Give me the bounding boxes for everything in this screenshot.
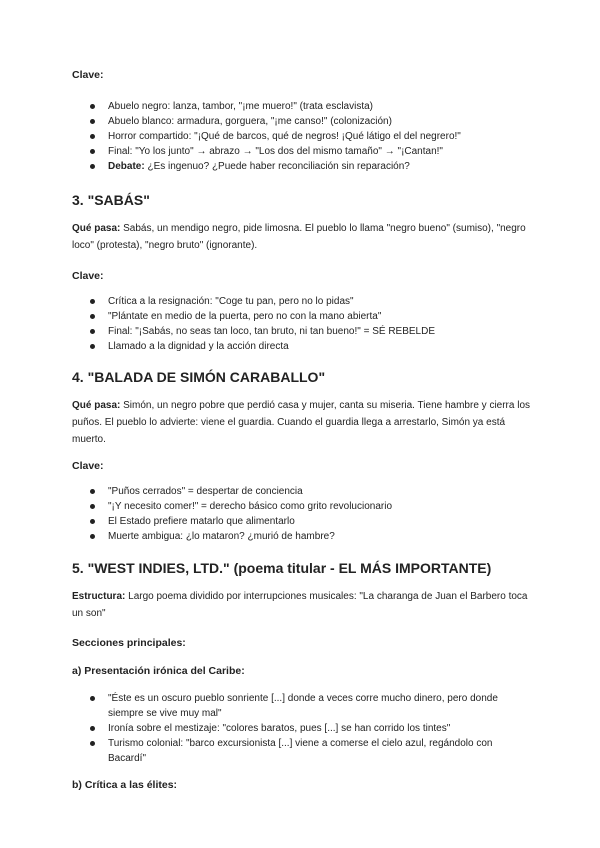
- list-item: Final: "¡Sabás, no seas tan loco, tan bruto, ni tan bueno!" = SÉ REBELDE: [72, 324, 532, 339]
- clave-list-balada: [72, 484, 532, 544]
- clave-label: Clave:: [72, 270, 104, 282]
- list-subsection-a: [72, 691, 532, 766]
- clave-label: Clave:: [72, 460, 104, 472]
- debate-label: Debate:: [108, 161, 145, 172]
- section-heading-sabas: 3. "SABÁS": [72, 192, 150, 208]
- list-item: "¡Y necesito comer!" = derecho básico como grito revolucionario: [72, 499, 532, 514]
- list-item: Crítica a la resignación: "Coge tu pan, pero no lo pidas": [72, 294, 532, 309]
- estructura-label: Estructura:: [72, 591, 126, 602]
- que-pasa-label: Qué pasa:: [72, 223, 121, 234]
- list-item: Llamado a la dignidad y la acción directa: [72, 339, 532, 354]
- section-heading-balada: 4. "BALADA DE SIMÓN CARABALLO": [72, 369, 326, 385]
- clave-list-sabas: [72, 294, 532, 354]
- list-item: El Estado prefiere matarlo que alimentarlo: [72, 514, 532, 529]
- list-item: Final: "Yo los junto" → abrazo → "Los dos del mismo tamaño" → "¡Cantan!": [72, 144, 532, 159]
- clave-list-1: [72, 99, 532, 174]
- list-item-debate: [72, 159, 532, 174]
- sabas-que-pasa: [72, 220, 532, 254]
- subsection-a-label: a) Presentación irónica del Caribe:: [72, 665, 245, 677]
- balada-que-pasa: [72, 397, 532, 448]
- list-item: Abuelo negro: lanza, tambor, "¡me muero!" (trata esclavista): [72, 99, 532, 114]
- que-pasa-text: Simón, un negro pobre que perdió casa y mujer, canta su miseria. Tiene hambre y cierra los puños. El pueblo lo advierte: viene el guardia. Cuando el guardia llega a arrestarlo, Simón ya está muerto.: [72, 400, 531, 445]
- west-estructura: [72, 588, 532, 622]
- list-item: "Éste es un oscuro pueblo sonriente [...] donde a veces corre mucho dinero, pero donde siempre se vive muy mal": [72, 691, 532, 721]
- list-item: "Puños cerrados" = despertar de conciencia: [72, 484, 532, 499]
- que-pasa-text: Sabás, un mendigo negro, pide limosna. El pueblo lo llama "negro bueno" (sumiso), "negro loco" (protesta), "negro bruto" (ignorante).: [72, 223, 526, 251]
- section-heading-west-indies: 5. "WEST INDIES, LTD." (poema titular - EL MÁS IMPORTANTE): [72, 560, 492, 576]
- clave-section-1: [72, 68, 532, 174]
- list-item: "Plántate en medio de la puerta, pero no con la mano abierta": [72, 309, 532, 324]
- secciones-label: Secciones principales:: [72, 637, 186, 649]
- debate-text: ¿Es ingenuo? ¿Puede haber reconciliación sin reparación?: [144, 161, 410, 172]
- list-item: Abuelo blanco: armadura, gorguera, "¡me canso!" (colonización): [72, 114, 532, 129]
- list-item: Horror compartido: "¡Qué de barcos, qué de negros! ¡Qué látigo el del negrero!": [72, 129, 532, 144]
- document-page: [72, 68, 532, 793]
- subsection-b-label: b) Crítica a las élites:: [72, 779, 178, 791]
- estructura-text: Largo poema dividido por interrupciones musicales: "La charanga de Juan el Barbero toca un son": [72, 591, 528, 619]
- list-item: Ironía sobre el mestizaje: "colores baratos, pues [...] se han corrido los tintes": [72, 721, 532, 736]
- list-item: Turismo colonial: "barco excursionista [...] viene a comerse el cielo azul, regándolo con Bacardí": [72, 736, 532, 766]
- clave-label: Clave:: [72, 69, 104, 81]
- que-pasa-label: Qué pasa:: [72, 400, 121, 411]
- list-item: Muerte ambigua: ¿lo mataron? ¿murió de hambre?: [72, 529, 532, 544]
